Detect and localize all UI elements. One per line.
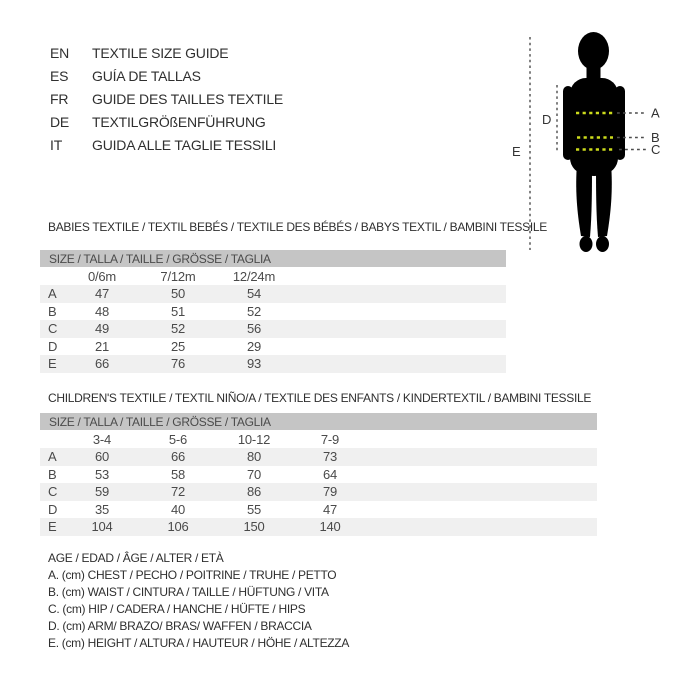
value-cell: 48	[94, 303, 110, 319]
value-cell: 76	[170, 356, 186, 372]
row-label: D	[48, 338, 58, 354]
measurement-legend	[48, 551, 349, 653]
legend-height: E. (cm) HEIGHT / ALTURA / HAUTEUR / HÖHE / ALTEZZA	[48, 636, 350, 650]
value-cell: 104	[91, 519, 113, 535]
row-label: D	[48, 501, 58, 517]
value-cell: 52	[170, 321, 186, 337]
value-cell: 54	[246, 286, 262, 302]
label-a: A	[651, 105, 660, 121]
value-cell: 52	[246, 303, 262, 319]
legend-arm: D. (cm) ARM/ BRAZO/ BRAS/ WAFFEN / BRACCIA	[48, 619, 312, 633]
value-cell: 47	[94, 286, 110, 302]
table-row	[40, 466, 597, 484]
silhouette-left-arm	[563, 86, 573, 160]
table-row	[40, 355, 506, 373]
children-age-columns	[40, 430, 597, 448]
age-column: 10-12	[237, 431, 271, 447]
value-cell: 80	[246, 449, 262, 465]
value-cell: 86	[246, 484, 262, 500]
value-cell: 150	[243, 519, 265, 535]
value-cell: 66	[94, 356, 110, 372]
value-cell: 64	[322, 466, 338, 482]
value-cell: 72	[170, 484, 186, 500]
babies-age-columns	[40, 267, 506, 285]
label-b: B	[651, 130, 660, 145]
value-cell: 25	[170, 338, 186, 354]
lang-code: FR	[50, 90, 69, 107]
legend-waist: B. (cm) WAIST / CINTURA / TAILLE / HÜFTUNG / VITA	[48, 585, 329, 599]
table-row	[40, 518, 597, 536]
lang-title: TEXTILGRÖßENFÜHRUNG	[92, 113, 266, 130]
child-silhouette	[563, 32, 625, 252]
row-label: C	[48, 484, 58, 500]
label-e: E	[512, 144, 521, 159]
row-label: E	[48, 356, 57, 372]
value-cell: 60	[94, 449, 110, 465]
lang-code: EN	[50, 44, 70, 61]
table-row	[40, 501, 597, 519]
value-cell: 56	[246, 321, 262, 337]
row-label: A	[48, 286, 57, 302]
label-c: C	[651, 142, 661, 157]
silhouette-left-foot	[580, 236, 593, 252]
age-column: 5-6	[168, 431, 188, 447]
lang-title: GUIDA ALLE TAGLIE TESSILI	[92, 136, 277, 153]
legend-chest: A. (cm) CHEST / PECHO / POITRINE / TRUHE / PETTO	[48, 568, 337, 582]
table-row	[40, 338, 506, 356]
children-section-title: CHILDREN'S TEXTILE / TEXTIL NIÑO/A / TEXTILE DES ENFANTS / KINDERTEXTIL / BAMBINI TESSILE	[48, 391, 592, 405]
age-column: 7-9	[320, 431, 340, 447]
value-cell: 93	[246, 356, 262, 372]
children-size-table	[40, 413, 597, 536]
lang-row-de	[50, 110, 283, 133]
value-cell: 51	[170, 303, 186, 319]
age-column: 12/24m	[232, 268, 276, 284]
value-cell: 73	[322, 449, 338, 465]
table-row	[40, 483, 597, 501]
label-d: D	[542, 112, 552, 127]
row-label: B	[48, 466, 57, 482]
value-cell: 49	[94, 321, 110, 337]
value-cell: 21	[94, 338, 110, 354]
table-row	[40, 303, 506, 321]
value-cell: 58	[170, 466, 186, 482]
value-cell: 55	[246, 501, 262, 517]
age-column: 0/6m	[87, 268, 117, 284]
value-cell: 53	[94, 466, 110, 482]
silhouette-right-foot	[596, 236, 609, 252]
lang-code: ES	[50, 67, 69, 84]
value-cell: 50	[170, 286, 186, 302]
row-label: B	[48, 303, 57, 319]
children-size-header: SIZE / TALLA / TAILLE / GRÖSSE / TAGLIA	[40, 413, 597, 430]
language-title-list	[50, 41, 283, 156]
table-row	[40, 448, 597, 466]
babies-size-header: SIZE / TALLA / TAILLE / GRÖSSE / TAGLIA	[40, 250, 506, 267]
value-cell: 47	[322, 501, 338, 517]
table-row	[40, 285, 506, 303]
babies-section-title: BABIES TEXTILE / TEXTIL BEBÉS / TEXTILE DES BÉBÉS / BABYS TEXTIL / BAMBINI TESSILE	[48, 220, 547, 234]
value-cell: 79	[322, 484, 338, 500]
value-cell: 40	[170, 501, 186, 517]
value-cell: 35	[94, 501, 110, 517]
silhouette-right-leg	[596, 162, 612, 237]
legend-age: AGE / EDAD / ÂGE / ALTER / ETÀ	[48, 551, 224, 565]
value-cell: 59	[94, 484, 110, 500]
value-cell: 29	[246, 338, 262, 354]
lang-title: GUÍA DE TALLAS	[92, 67, 201, 84]
lang-row-fr	[50, 87, 283, 110]
legend-hip: C. (cm) HIP / CADERA / HANCHE / HÜFTE / HIPS	[48, 602, 306, 616]
lang-title: TEXTILE SIZE GUIDE	[92, 44, 229, 61]
lang-code: DE	[50, 113, 70, 130]
row-label: E	[48, 519, 57, 535]
row-label: C	[48, 321, 58, 337]
value-cell: 106	[167, 519, 189, 535]
age-column: 7/12m	[160, 268, 196, 284]
row-label: A	[48, 449, 57, 465]
value-cell: 140	[319, 519, 341, 535]
lang-title: GUIDE DES TAILLES TEXTILE	[92, 90, 284, 107]
age-column: 3-4	[92, 431, 112, 447]
lang-row-en	[50, 41, 283, 64]
value-cell: 66	[170, 449, 186, 465]
silhouette-left-leg	[576, 162, 592, 237]
lang-row-it	[50, 133, 283, 156]
table-row	[40, 320, 506, 338]
lang-row-es	[50, 64, 283, 87]
lang-code: IT	[50, 136, 63, 153]
babies-size-table	[40, 250, 506, 373]
value-cell: 70	[246, 466, 262, 482]
